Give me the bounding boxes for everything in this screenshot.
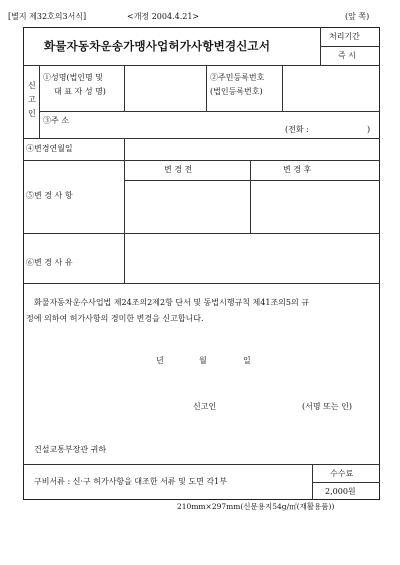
date-month-label: 월 (199, 356, 207, 365)
after-change-field[interactable] (251, 181, 379, 232)
required-documents: 구비서류 : 신·구 허가사항을 대조한 서류 및 도면 각1부 (34, 477, 227, 486)
applicant-label-char-2: 고 (28, 95, 36, 104)
phone-close-paren: ) (367, 125, 371, 134)
name-label-line2: 대 표 자 성 명) (54, 87, 106, 96)
phone-label: (전화 : (285, 125, 309, 134)
declaration-line1: 화물자동차운수사업법 제24조의2제2항 단서 및 동법시행규칙 제41조의5의 규 (34, 298, 309, 307)
signature-field[interactable] (225, 398, 297, 414)
fee-rule (312, 482, 380, 483)
address-field[interactable] (100, 112, 280, 137)
declarant-label: 신고인 (193, 402, 217, 411)
declaration-line2: 정에 의하여 허가사항의 경미한 변경을 신고합니다. (26, 314, 204, 323)
date-day-label: 일 (243, 356, 251, 365)
fee-value: 2,000원 (325, 487, 356, 496)
change-date-rule (23, 160, 380, 161)
change-reason-label: ⑥변 경 사 유 (26, 258, 73, 267)
address-label: ③주 소 (43, 116, 69, 125)
name-label-line1: ①성명(법인명 및 (43, 73, 104, 82)
processing-period-value: 즉 시 (338, 51, 356, 60)
change-date-field[interactable] (125, 139, 379, 159)
after-header: 변 경 후 (283, 165, 312, 174)
fee-label: 수수료 (330, 469, 354, 478)
date-year-label: 년 (156, 356, 164, 365)
form-number: [별지 제32호의3서식] (8, 12, 87, 21)
addressee: 건설교통부장관 귀하 (34, 445, 107, 454)
reg-number-field[interactable] (283, 66, 379, 110)
change-reason-field[interactable] (125, 234, 379, 282)
applicant-label-char-3: 인 (28, 109, 36, 118)
applicant-section-divider (39, 65, 40, 138)
declaration-bottom-rule (23, 464, 380, 465)
change-items-label: ⑤변 경 사 항 (26, 191, 73, 200)
reg-label-divider (206, 65, 207, 111)
change-date-label: ④변경연월일 (26, 144, 73, 153)
form-title: 화물자동차운송가맹사업허가사항변경신고서 (44, 39, 271, 53)
signature-label: (서명 또는 인) (302, 402, 352, 411)
change-reason-rule (23, 283, 380, 284)
name-field[interactable] (125, 66, 206, 110)
revision-date: <개정 2004.4.21> (127, 12, 200, 21)
paper-spec: 210mm×297mm(신문용지54g/㎡(재활용품)) (177, 502, 335, 511)
reg-number-label-line1: ②주민등록번호 (210, 73, 265, 82)
side-label: (앞 쪽) (345, 12, 370, 21)
processing-period-label: 처리기간 (329, 32, 360, 41)
processing-rule (320, 46, 380, 47)
phone-field[interactable] (318, 122, 364, 136)
applicant-label-char-1: 신 (28, 81, 36, 90)
reg-number-label-line2: (법인등록번호) (210, 87, 263, 96)
before-change-field[interactable] (125, 181, 249, 232)
before-header: 변 경 전 (164, 165, 193, 174)
